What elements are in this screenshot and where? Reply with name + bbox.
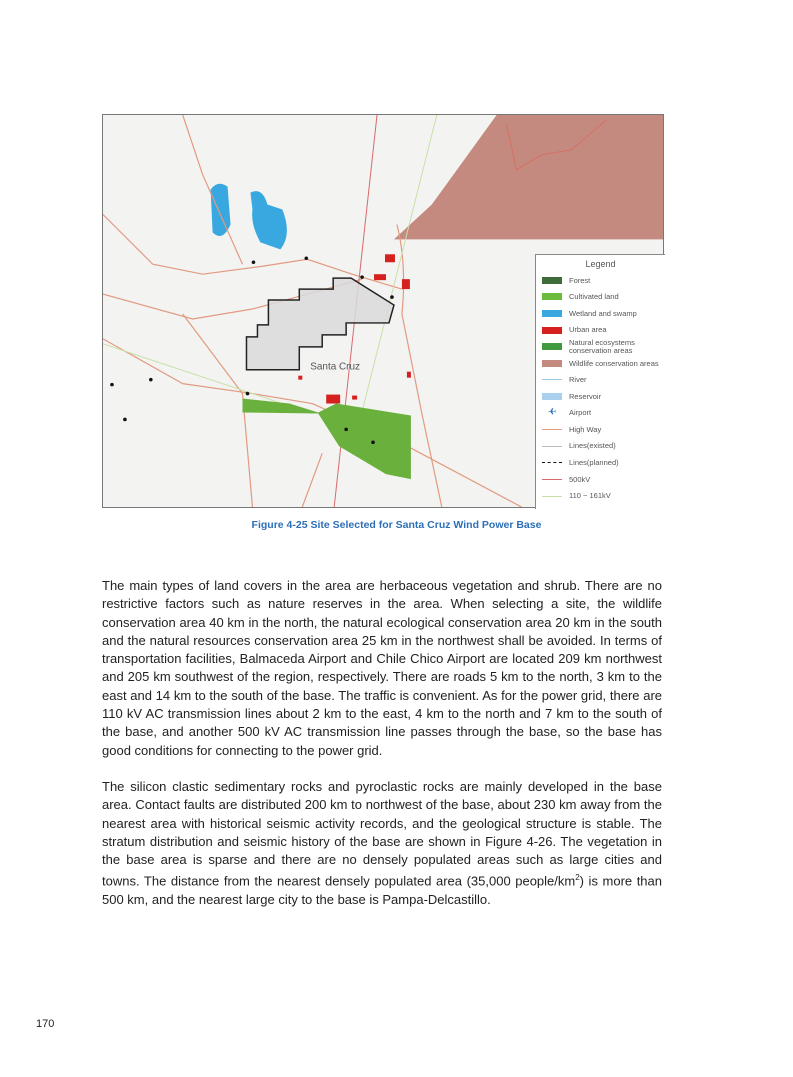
legend-label: Natural ecosystems conservation areas bbox=[569, 338, 635, 355]
legend-item bbox=[542, 455, 659, 472]
legend-item bbox=[542, 338, 659, 355]
legend-label: Lines(planned) bbox=[569, 458, 619, 468]
legend-label: Reservoir bbox=[569, 391, 602, 401]
legend-swatch bbox=[542, 343, 562, 350]
body-text bbox=[102, 577, 662, 927]
map-legend bbox=[535, 254, 665, 509]
page-number: 170 bbox=[36, 1018, 55, 1030]
paragraph-text: The silicon clastic sedimentary rocks and pyroclastic rocks are mainly developed in the base area. Contact faults are distributed 200 km to northwest of the base, about 230 km away from the nearest area with historical seismic activity records, and the geological structure is stable. The stratum distribution and seismic history of the base are shown in Figure 4-26. The vegetation in the base area is sparse and there are no densely populated areas such as large cities and towns. The distance from the nearest densely populated area (35,000 people/km bbox=[102, 778, 662, 889]
legend-label: 110 ~ 161kV bbox=[569, 491, 611, 501]
legend-label: Airport bbox=[569, 408, 592, 418]
legend-item bbox=[542, 388, 659, 405]
natural-ecosystems-area bbox=[243, 399, 411, 480]
legend-line bbox=[542, 429, 562, 430]
legend-label: Wildlife conservation areas bbox=[569, 358, 659, 368]
legend-swatch bbox=[542, 310, 562, 317]
legend-item bbox=[542, 421, 659, 438]
legend-label: Urban area bbox=[569, 325, 607, 335]
legend-swatch bbox=[542, 360, 562, 367]
legend-title: Legend bbox=[585, 259, 616, 269]
legend-item bbox=[542, 405, 659, 422]
paragraph bbox=[102, 778, 662, 909]
wildlife-conservation-area bbox=[394, 115, 663, 239]
legend-item bbox=[542, 471, 659, 488]
legend-line bbox=[542, 379, 562, 380]
legend-swatch bbox=[542, 327, 562, 334]
legend-item bbox=[542, 272, 659, 289]
legend-line bbox=[542, 462, 562, 463]
site-boundary bbox=[246, 278, 393, 370]
legend-item bbox=[542, 355, 659, 372]
site-map bbox=[102, 114, 664, 508]
legend-label: Forest bbox=[569, 275, 591, 285]
legend-label: River bbox=[569, 375, 587, 385]
legend-item bbox=[542, 322, 659, 339]
legend-swatch bbox=[542, 393, 562, 400]
figure-caption: Figure 4-25 Site Selected for Santa Cruz Wind Power Base bbox=[251, 519, 542, 531]
legend-label: High Way bbox=[569, 424, 602, 434]
legend-line bbox=[542, 496, 562, 497]
legend-label: Cultivated land bbox=[569, 292, 619, 302]
legend-item bbox=[542, 438, 659, 455]
wetland bbox=[250, 191, 286, 249]
wetland bbox=[211, 184, 231, 236]
superscript: 2 bbox=[575, 873, 580, 883]
legend-label: 500kV bbox=[569, 474, 591, 484]
legend-line bbox=[542, 479, 562, 480]
paragraph-text: ) is more than 500 km, and the nearest large city to the base is Pampa-Delcastillo. bbox=[102, 873, 662, 908]
santa-cruz-label: Santa Cruz bbox=[310, 361, 361, 373]
legend-item bbox=[542, 488, 659, 505]
airport-icon: ✈ bbox=[547, 407, 557, 419]
legend-item bbox=[542, 372, 659, 389]
legend-item bbox=[542, 305, 659, 322]
legend-swatch bbox=[542, 277, 562, 284]
legend-line bbox=[542, 446, 562, 447]
legend-label: Lines(existed) bbox=[569, 441, 616, 451]
legend-label: Wetland and swamp bbox=[569, 308, 637, 318]
legend-item bbox=[542, 289, 659, 306]
paragraph: The main types of land covers in the area are herbaceous vegetation and shrub. There are no restrictive factors such as nature reserves in the area. When selecting a site, the wildlife conservation area 40 km in the north, the natural ecological conservation area 20 km in the south and the natural resources conservation area 25 km in the northwest shall be avoided. In terms of transportation facilities, Balmaceda Airport and Chile Chico Airport are located 209 km northwest and 205 km southwest of the region, respectively. There are roads 5 km to the north, 3 km to the east and 14 km to the south of the base. The traffic is convenient. As for the power grid, there are 110 kV AC transmission lines about 2 km to the east, 4 km to the north and 7 km to the south of the base, and another 500 kV AC transmission line passes through the base, so the base has good conditions for connecting to the power grid. bbox=[102, 578, 662, 758]
legend-swatch bbox=[542, 293, 562, 300]
